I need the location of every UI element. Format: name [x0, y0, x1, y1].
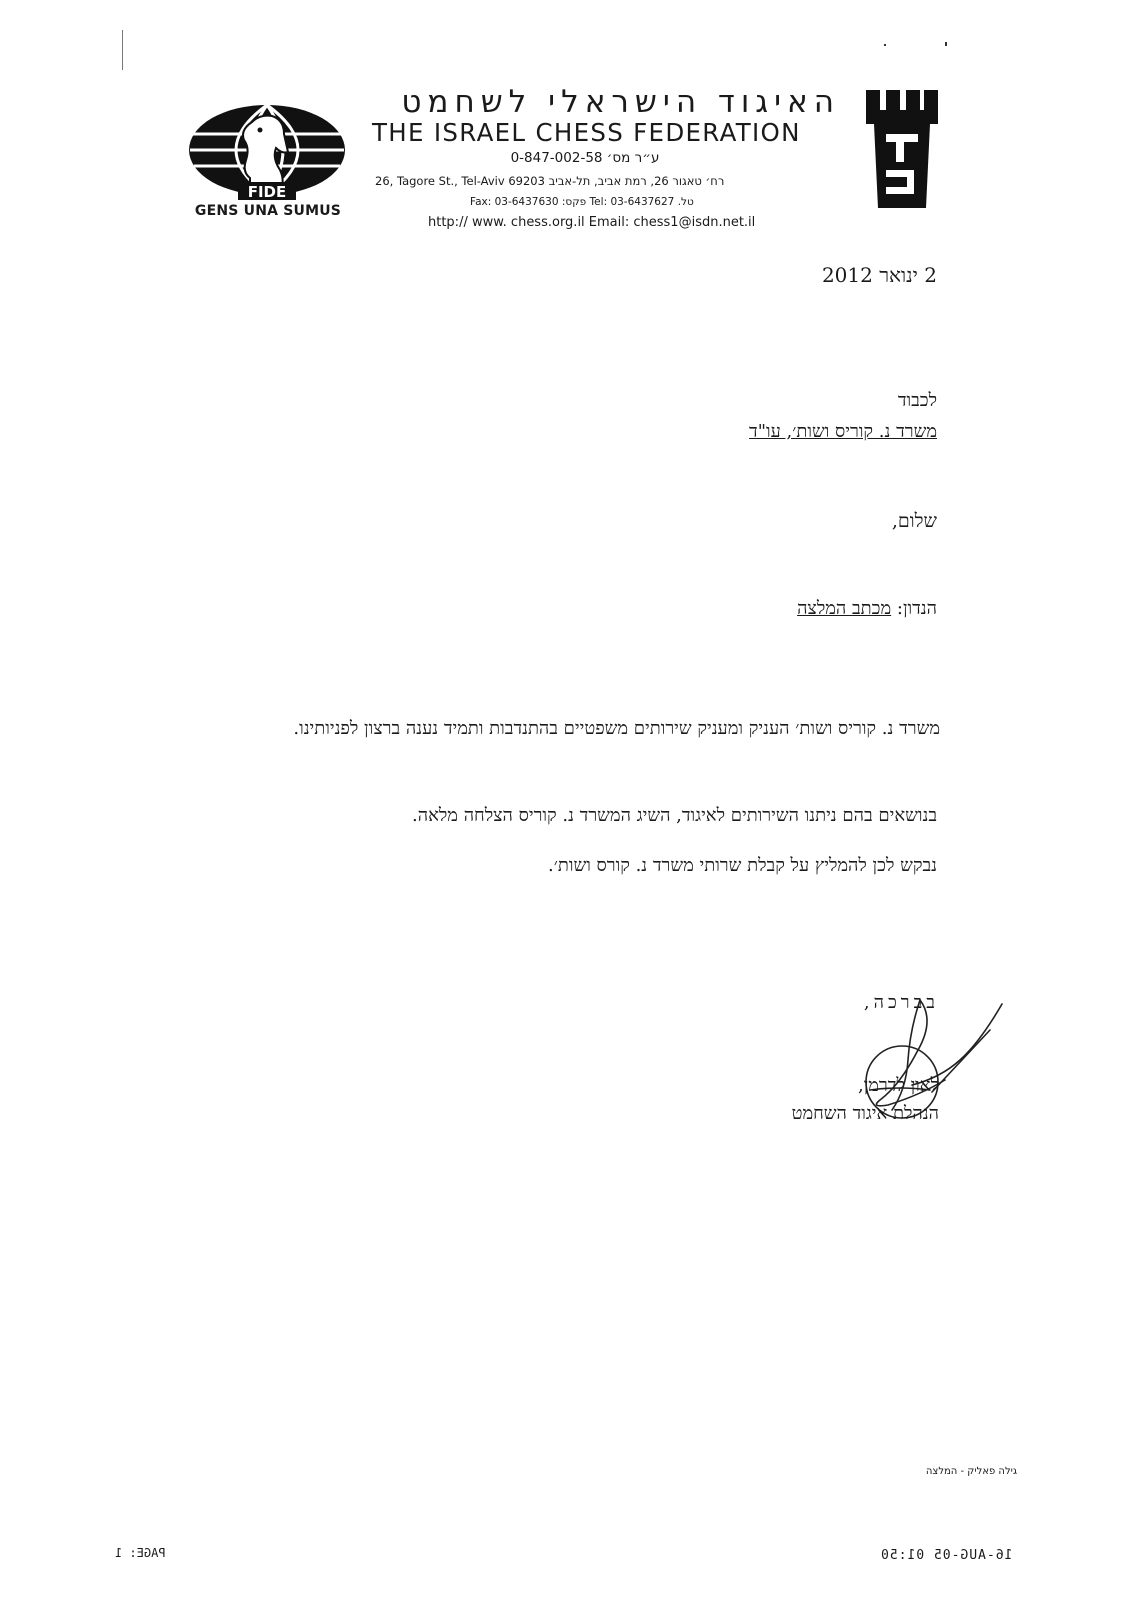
signer-title: הנהלת איגוד השחמט — [791, 1103, 939, 1124]
scan-speck — [945, 42, 947, 46]
fax-page-marker: PAGE: 1 — [115, 1546, 166, 1560]
body-paragraph-3: נבקש לכן להמליץ על קבלת שרותי משרד נ. קורס ושות׳. — [548, 855, 937, 876]
org-name-english: THE ISRAEL CHESS FEDERATION — [372, 118, 801, 147]
body-paragraph-2: בנושאים בהם ניתנו השירותים לאיגוד, השיג המשרד נ. קוריס הצלחה מלאה. — [412, 805, 937, 826]
fide-motto: GENS UNA SUMUS — [194, 203, 342, 219]
letter-date: 2 ינואר 2012 — [821, 263, 937, 287]
subject-value: מכתב המלצה — [797, 598, 892, 619]
subject-line — [797, 598, 937, 619]
fax-sender-note: גילה פאליק - המלצה — [925, 1466, 1017, 1477]
body-paragraph-1: משרד נ. קוריס ושות׳ העניק ומעניק שירותים משפטיים בהתנדבות ותמיד נענה ברצון לפניותינו. — [293, 718, 940, 739]
fide-label: FIDE — [247, 183, 287, 201]
closing: בברכה, — [863, 992, 939, 1013]
federation-rook-logo — [866, 90, 938, 208]
fax-timestamp: 16-AUG-05 01:50 — [880, 1548, 1013, 1563]
org-name-hebrew: האיגוד הישראלי לשחמט — [401, 84, 840, 120]
org-phones: Fax: 03-6437630 :פקס Tel: 03-6437627 .טל — [470, 196, 694, 208]
signer-name: לאון לדרמן, — [857, 1075, 939, 1096]
greeting: שלום, — [891, 510, 937, 532]
recipient: משרד נ. קוריס ושות׳, עו"ד — [749, 421, 937, 442]
org-address: 26, Tagore St., Tel-Aviv 69203 רח׳ טאגור 26, רמת אביב, תל-אביב — [375, 174, 725, 188]
org-web-email: http:// www. chess.org.il Email: chess1@isdn.net.il — [428, 215, 756, 230]
subject-label: הנדון: — [896, 598, 937, 619]
scan-speck — [884, 44, 886, 46]
scan-artifact-line — [122, 30, 123, 70]
registration-number: ע״ר מס׳ 0-847-002-58 — [510, 150, 660, 166]
salutation: לכבוד — [897, 390, 937, 411]
